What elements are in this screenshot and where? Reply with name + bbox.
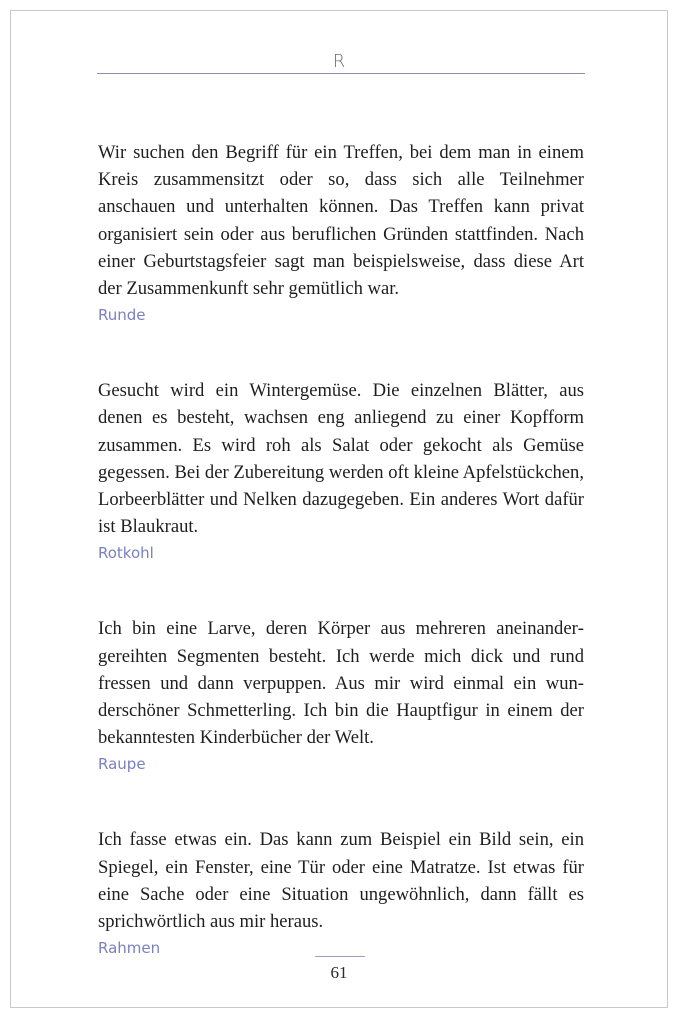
riddle-text: Wir suchen den Begriff für ein Treffen, bei dem man in einem Kreis zusammensitzt oder so, dass sich alle Teilnehmer anschauen und unterhalten können. Das Treffen kann privat organisiert sein oder aus beruflichen Gründen stattfinden. Nach einer Geburtstagsfeier sagt man beispielsweise, dass diese Art der Zusammenkunft sehr gemütlich war. [98, 142, 584, 300]
riddle-text: Ich fasse etwas ein. Das kann zum Beispiel ein Bild sein, ein Spiegel, ein Fenster, eine Tür oder eine Matratze. Ist etwas für eine Sache oder eine Situation ungewöhnlich, dann fällt es sprichwörtlich aus mir heraus. [98, 829, 584, 933]
riddle-answer: Rotkohl [98, 544, 154, 563]
riddle-list [98, 139, 584, 1010]
riddle-answer: Raupe [98, 755, 146, 774]
header-divider [97, 73, 585, 74]
riddle-item [98, 139, 584, 325]
riddle-text: Gesucht wird ein Wintergemüse. Die einzelnen Blätter, aus denen es besteht, wachsen eng anliegend zu einer Kopfform zusammen. Es wird roh als Salat oder gekocht als Gemüse gegessen. Bei der Zubereitung werden oft kleine Apfelstückchen, Lorbeerblätter und Nelken dazugegeben. Ein anderes Wort dafür ist Blaukraut. [98, 380, 584, 538]
footer-divider [315, 956, 365, 957]
book-page [10, 10, 668, 1008]
riddle-text: Ich bin eine Larve, deren Körper aus mehreren aneinandergereihten Segmenten besteht. Ich werde mich dick und rund fressen und dann verpuppen. Aus mir wird einmal ein wunderschöner Schmetterling. Ich bin die Hauptfigur in einem der bekanntesten Kinderbücher der Welt. [98, 618, 584, 749]
riddle-item [98, 615, 584, 774]
riddle-item [98, 377, 584, 563]
section-letter: R [332, 51, 346, 72]
riddle-item [98, 826, 584, 958]
page-number: 61 [330, 963, 348, 982]
riddle-answer: Runde [98, 306, 146, 325]
riddle-answer: Rahmen [98, 939, 161, 958]
